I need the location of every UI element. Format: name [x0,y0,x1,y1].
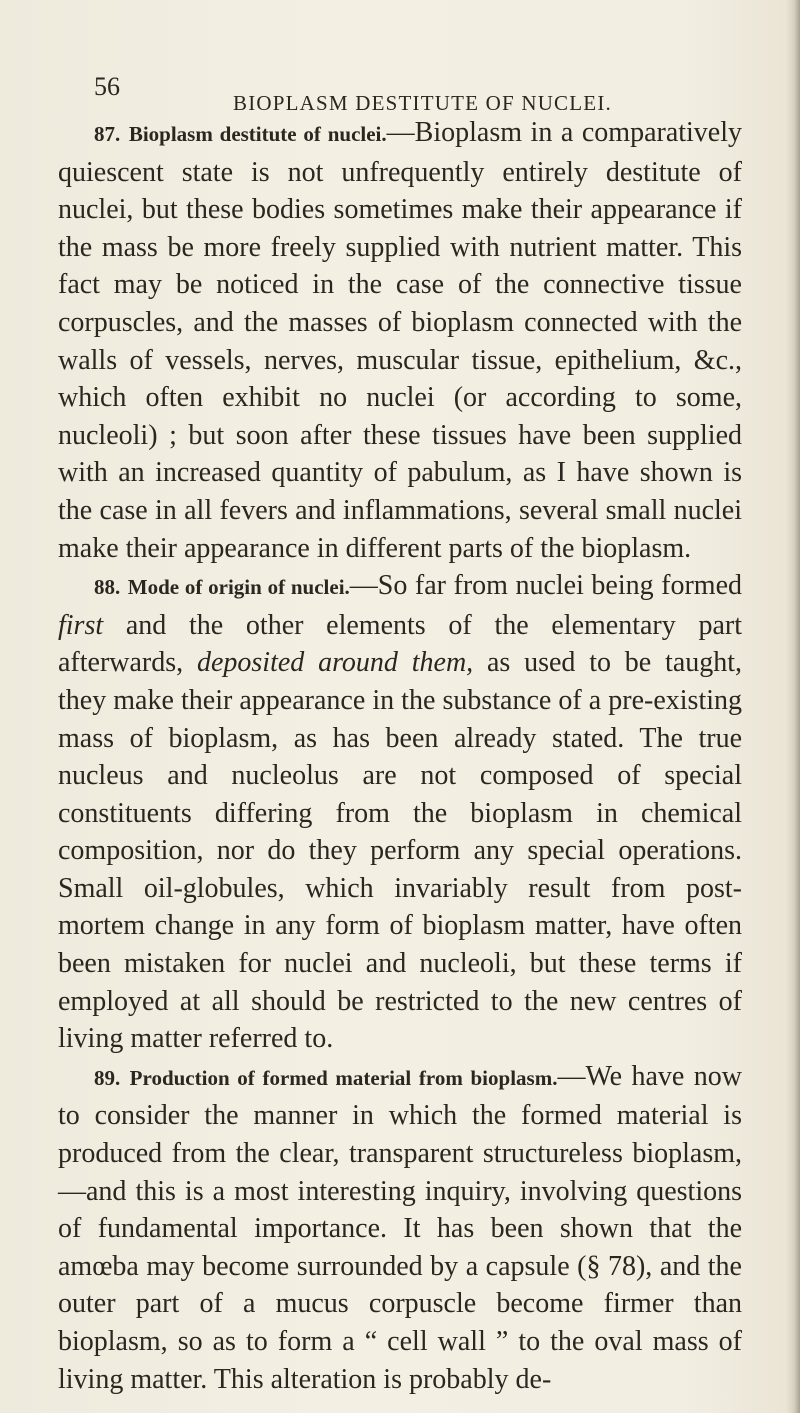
running-head: BIOPLASM DESTITUTE OF NUCLEI. [233,91,612,115]
paragraph-text: So far from nuclei being formed [377,570,742,602]
page-edge-shadow [786,0,800,1413]
body-text [58,114,742,1398]
paragraph-text: and the other elements of the elementary part afterwards, [58,609,742,679]
paragraph-87: 87. Bioplasm destitute of nuclei.—Bioplasm in a comparatively quiescent state is not unfrequently entirely destitute of nuclei, but these bodies sometimes make their appearance if the mass be more freely supplied with nutrient matter. This fact may be noticed in the case of the connective tissue corpuscles, and the masses of bioplasm connected with the walls of vessels, nerves, muscular tissue, epithelium, &c., which often exhibit no nuclei (or according to some, nucleoli) ; but soon after these tissues have been supplied with an increased quantity of pabulum, as I have shown is the case in all fevers and inflammations, several small nuclei make their appearance in different parts of the bioplasm. [58,117,743,564]
section-title: Bioplasm destitute of nuclei. [128,122,387,146]
page-header [94,62,714,115]
emphasis-text: deposited around them, [196,647,474,679]
paragraph-89: 89. Production of formed material from bioplasm.—We have now to consider the manner in which the formed material is produced from the clear, transparent structureless bioplasm,—and this is a most interesting inquiry, involving questions of fundamental importance. It has been shown that the amœba may become surrounded by a capsule (§ 78), and the outer part of a mucus corpuscle become firmer than bioplasm, so as to form a “ cell wall ” to the oval mass of living matter. This alteration is probably de- [58,1060,742,1395]
section-number: 89. [94,1065,121,1090]
section-title: Mode of origin of nuclei. [127,575,350,600]
section-title: Production of formed material from bioplasm. [129,1065,558,1090]
paragraph-88: 88. Mode of origin of nuclei.—So far from nuclei being formed first and the other elements of the elementary part afterwards, deposited around them, as used to be taught, they make their appearance in the substance of a pre-existing mass of bioplasm, as has been already stated. The true nucleus and nucleolus are not composed of special constituents differing from the bioplasm in chemical composition, nor do they perform any special operations. Small oil-globules, which invariably result from post-mortem change in any form of bioplasm matter, have often been mistaken for nuclei and nucleoli, but these terms if employed at all should be restricted to the new centres of living matter referred to. [58,570,743,1055]
paragraph-text: Bioplasm in a comparatively quiescent state is not unfrequently entirely destitute of nuclei, but these bodies sometimes make their appearance if the mass be more freely supplied with nutrient matter. This fact may be noticed in the case of the connective tissue corpuscles, and the masses of bioplasm connected with the walls of vessels, nerves, muscular tissue, epithelium, &c., which often exhibit no nuclei (or according to some, nucleoli) ; but soon after these tissues have been supplied with an increased quantity of pabulum, as I have shown is the case in all fevers and inflammations, several small nuclei make their appearance in different parts of the bioplasm. [58,117,743,564]
page-number: 56 [94,72,120,101]
section-number: 87. [94,122,121,146]
paragraph-text: as used to be taught, they make their appearance in the substance of a pre-existing mass of bioplasm, as has been already stated. The true nucleus and nucleolus are not composed of special constituents differing from the bioplasm in chemical composition, nor do they perform any special operations. Small oil-globules, which invariably result from post-mortem change in any form of bioplasm matter, have often been mistaken for nuclei and nucleoli, but these terms if employed at all should be restricted to the new centres of living matter referred to. [58,647,743,1055]
emphasis-text: first [58,609,104,641]
section-number: 88. [94,575,121,600]
paragraph-text: We have now to consider the manner in which the formed material is produced from the clear, transparent structureless bioplasm,—and this is a most interesting inquiry, involving questions of fundamental importance. It has been shown that the amœba may become surrounded by a capsule (§ 78), and the outer part of a mucus corpuscle become firmer than bioplasm, so as to form a “ cell wall ” to the oval mass of living matter. This alteration is probably de- [58,1060,742,1395]
